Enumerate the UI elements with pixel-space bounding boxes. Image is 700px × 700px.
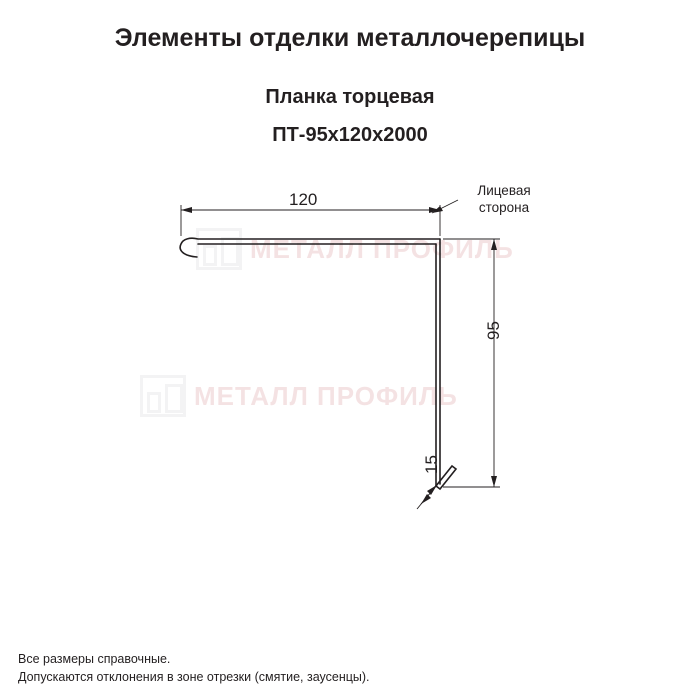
face-side-line1: Лицевая bbox=[477, 183, 531, 198]
face-side-annotation bbox=[459, 183, 549, 217]
note-line-2: Допускаются отклонения в зоне отрезки (смятие, заусенцы). bbox=[18, 669, 370, 684]
watermark-text: МЕТАЛЛ ПРОФИЛЬ bbox=[194, 380, 458, 411]
product-code: ПТ-95х120х2000 bbox=[272, 124, 428, 146]
note-line-1: Все размеры справочные. bbox=[18, 651, 171, 666]
dimension-label-120: 120 bbox=[289, 190, 318, 209]
dimension-label-15: 15 bbox=[422, 455, 441, 474]
watermark-text: МЕТАЛЛ ПРОФИЛЬ bbox=[250, 233, 514, 264]
dimension-label-95: 95 bbox=[484, 321, 503, 340]
page-title: Элементы отделки металлочерепицы bbox=[114, 24, 586, 52]
footer-notes bbox=[18, 650, 370, 686]
product-name: Планка торцевая bbox=[265, 86, 435, 108]
face-side-line2: сторона bbox=[478, 199, 530, 215]
